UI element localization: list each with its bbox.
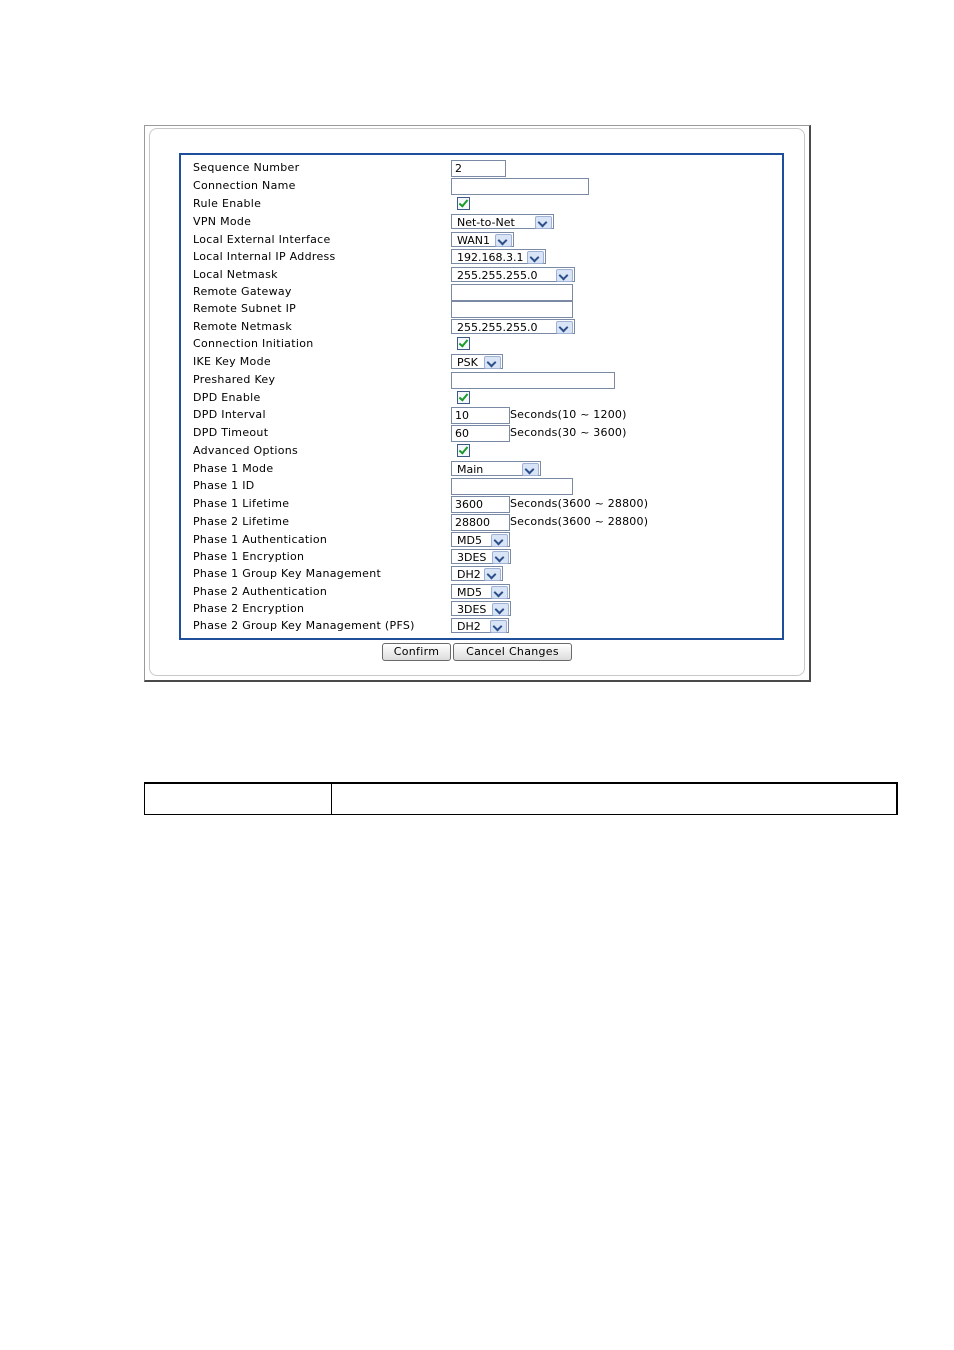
chevron-down-icon [556, 321, 573, 334]
row-connection-initiation [181, 336, 781, 353]
label-phase1-lifetime: Phase 1 Lifetime [193, 497, 290, 510]
remote-subnet-ip-input[interactable] [451, 301, 573, 318]
vpn-mode-value: Net-to-Net [457, 216, 515, 229]
phase1-enc-select[interactable] [451, 549, 511, 564]
dpd-interval-input[interactable]: 10 [451, 407, 510, 424]
label-remote-subnet-ip: Remote Subnet IP [193, 302, 297, 315]
row-remote-subnet-ip [181, 301, 781, 318]
phase2-enc-select[interactable] [451, 601, 511, 616]
screenshot-frame [144, 125, 811, 682]
dpd-interval-hint: Seconds(10 ~ 1200) [510, 408, 627, 421]
label-dpd-interval: DPD Interval [193, 408, 266, 421]
phase2-gkm-select[interactable] [451, 618, 509, 633]
row-vpn-mode [181, 214, 781, 231]
chevron-down-icon [491, 586, 508, 599]
row-remote-netmask [181, 319, 781, 336]
vpn-rule-form [179, 153, 784, 640]
label-rule-enable: Rule Enable [193, 197, 262, 210]
local-external-interface-value: WAN1 [457, 234, 491, 247]
local-internal-ip-select[interactable] [451, 249, 546, 264]
label-phase2-gkm: Phase 2 Group Key Management (PFS) [193, 619, 415, 632]
phase2-gkm-value: DH2 [457, 620, 481, 633]
label-vpn-mode: VPN Mode [193, 215, 252, 228]
chevron-down-icon [490, 620, 507, 633]
row-dpd-enable [181, 390, 781, 407]
label-phase1-id: Phase 1 ID [193, 479, 255, 492]
label-preshared-key: Preshared Key [193, 373, 276, 386]
label-phase1-enc: Phase 1 Encryption [193, 550, 305, 563]
ike-key-mode-value: PSK [457, 356, 478, 369]
dpd-timeout-hint: Seconds(30 ~ 3600) [510, 426, 627, 439]
label-phase2-lifetime: Phase 2 Lifetime [193, 515, 290, 528]
chevron-down-icon [484, 568, 501, 581]
empty-table [144, 782, 898, 815]
dpd-timeout-input[interactable]: 60 [451, 425, 510, 442]
local-external-interface-select[interactable] [451, 232, 514, 247]
phase2-enc-value: 3DES [457, 603, 487, 616]
phase2-lifetime-hint: Seconds(3600 ~ 28800) [510, 515, 649, 528]
row-phase1-id [181, 478, 781, 495]
row-dpd-interval [181, 407, 781, 424]
chevron-down-icon [535, 216, 552, 229]
preshared-key-input[interactable] [451, 372, 615, 389]
label-dpd-timeout: DPD Timeout [193, 426, 269, 439]
phase1-mode-select[interactable] [451, 461, 541, 476]
row-phase1-enc [181, 549, 781, 566]
phase1-gkm-select[interactable] [451, 566, 503, 581]
row-rule-enable [181, 196, 781, 213]
dpd-enable-checkbox[interactable] [457, 391, 470, 404]
remote-gateway-input[interactable] [451, 284, 573, 301]
chevron-down-icon [492, 603, 509, 616]
label-local-netmask: Local Netmask [193, 268, 278, 281]
sequence-number-input[interactable]: 2 [451, 160, 506, 177]
label-dpd-enable: DPD Enable [193, 391, 261, 404]
row-local-netmask [181, 267, 781, 284]
phase1-lifetime-input[interactable]: 3600 [451, 496, 510, 513]
label-phase1-gkm: Phase 1 Group Key Management [193, 567, 382, 580]
row-dpd-timeout [181, 425, 781, 442]
ike-key-mode-select[interactable] [451, 354, 503, 369]
settings-card [149, 128, 805, 676]
row-local-external-interface [181, 232, 781, 249]
connection-name-input[interactable] [451, 178, 589, 195]
row-connection-name [181, 178, 781, 195]
label-local-internal-ip: Local Internal IP Address [193, 250, 336, 263]
advanced-options-checkbox[interactable] [457, 444, 470, 457]
local-netmask-value: 255.255.255.0 [457, 269, 538, 282]
row-phase1-gkm [181, 566, 781, 583]
phase2-auth-value: MD5 [457, 586, 482, 599]
chevron-down-icon [492, 551, 509, 564]
local-internal-ip-value: 192.168.3.1 [457, 251, 524, 264]
chevron-down-icon [527, 251, 544, 264]
chevron-down-icon [495, 234, 512, 247]
table-cell [145, 784, 332, 814]
rule-enable-checkbox[interactable] [457, 197, 470, 210]
phase1-gkm-value: DH2 [457, 568, 481, 581]
chevron-down-icon [556, 269, 573, 282]
label-remote-gateway: Remote Gateway [193, 285, 292, 298]
row-phase2-gkm [181, 618, 781, 635]
local-netmask-select[interactable] [451, 267, 575, 282]
cancel-changes-button[interactable]: Cancel Changes [453, 643, 572, 661]
phase1-auth-select[interactable] [451, 532, 510, 547]
label-local-external-interface: Local External Interface [193, 233, 331, 246]
label-remote-netmask: Remote Netmask [193, 320, 293, 333]
remote-netmask-select[interactable] [451, 319, 575, 334]
label-advanced-options: Advanced Options [193, 444, 299, 457]
connection-initiation-checkbox[interactable] [457, 337, 470, 350]
vpn-mode-select[interactable] [451, 214, 554, 229]
row-remote-gateway [181, 284, 781, 301]
row-ike-key-mode [181, 354, 781, 371]
row-preshared-key [181, 372, 781, 389]
remote-netmask-value: 255.255.255.0 [457, 321, 538, 334]
chevron-down-icon [484, 356, 501, 369]
label-connection-initiation: Connection Initiation [193, 337, 314, 350]
confirm-button[interactable]: Confirm [382, 643, 451, 661]
label-phase1-mode: Phase 1 Mode [193, 462, 274, 475]
row-phase1-lifetime [181, 496, 781, 513]
label-ike-key-mode: IKE Key Mode [193, 355, 271, 368]
phase2-lifetime-input[interactable]: 28800 [451, 514, 510, 531]
chevron-down-icon [491, 534, 508, 547]
row-sequence-number [181, 160, 781, 177]
label-phase2-auth: Phase 2 Authentication [193, 585, 328, 598]
phase1-lifetime-hint: Seconds(3600 ~ 28800) [510, 497, 649, 510]
row-local-internal-ip [181, 249, 781, 266]
phase2-auth-select[interactable] [451, 584, 510, 599]
label-phase2-enc: Phase 2 Encryption [193, 602, 305, 615]
row-advanced-options [181, 443, 781, 460]
label-phase1-auth: Phase 1 Authentication [193, 533, 328, 546]
row-phase1-auth [181, 532, 781, 549]
chevron-down-icon [522, 463, 539, 476]
row-phase2-enc [181, 601, 781, 618]
phase1-enc-value: 3DES [457, 551, 487, 564]
label-connection-name: Connection Name [193, 179, 296, 192]
row-phase1-mode [181, 461, 781, 478]
phase1-auth-value: MD5 [457, 534, 482, 547]
label-sequence-number: Sequence Number [193, 161, 300, 174]
row-phase2-auth [181, 584, 781, 601]
phase1-mode-value: Main [457, 463, 484, 476]
phase1-id-input[interactable] [451, 478, 573, 495]
row-phase2-lifetime [181, 514, 781, 531]
